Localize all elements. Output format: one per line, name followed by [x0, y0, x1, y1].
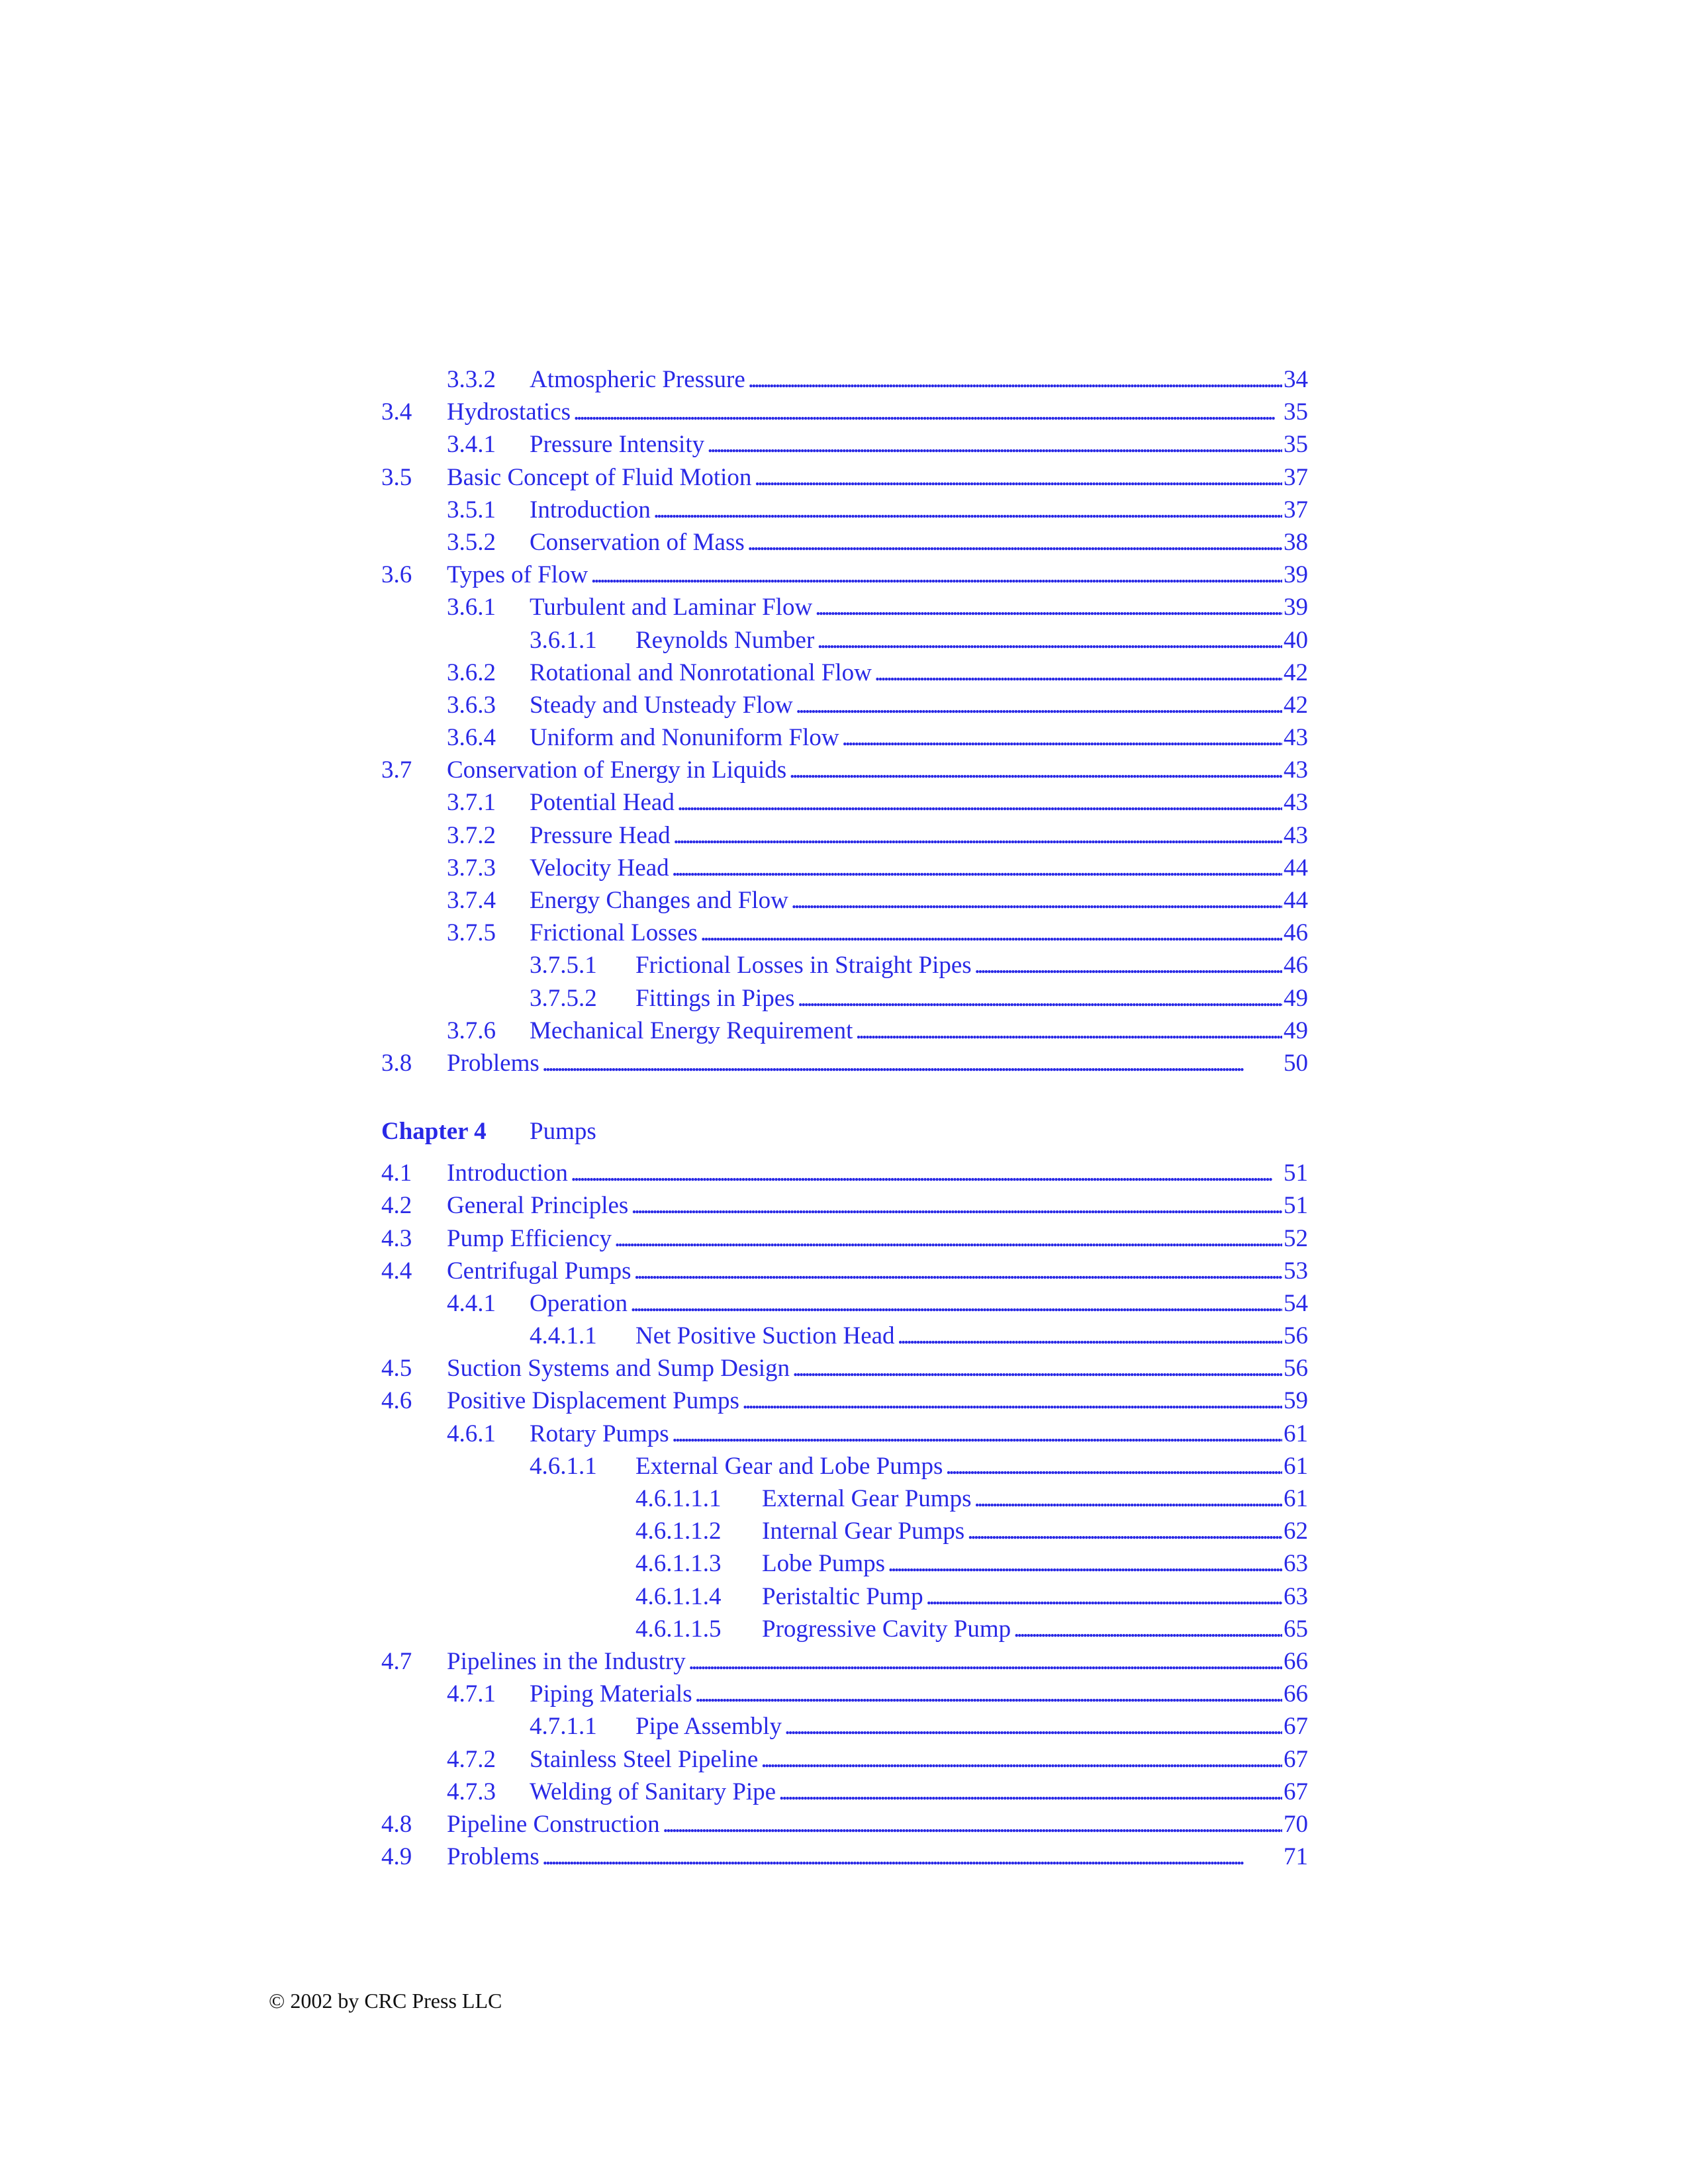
- toc-entry-page: 53: [1284, 1257, 1308, 1285]
- toc-entry[interactable]: [381, 917, 1308, 949]
- toc-entry-title: External Gear and Lobe Pumps: [635, 1452, 943, 1480]
- dot-leader: [967, 1515, 1282, 1547]
- dot-leader: [542, 1047, 1282, 1079]
- toc-entry-line: [530, 917, 1308, 949]
- toc-entry-title: Centrifugal Pumps: [447, 1257, 632, 1285]
- toc-entry[interactable]: [381, 363, 1308, 396]
- toc-entry-number: 3.7.4: [447, 887, 496, 914]
- toc-entry-title: Hydrostatics: [447, 398, 571, 426]
- chapter-heading[interactable]: [381, 1106, 1308, 1157]
- toc-entry-page: 67: [1284, 1778, 1308, 1805]
- toc-entry-line: [530, 786, 1308, 819]
- toc-entry[interactable]: [381, 1776, 1308, 1808]
- toc-entry-page: 63: [1284, 1550, 1308, 1578]
- toc-entry[interactable]: [381, 1385, 1308, 1417]
- toc-entry[interactable]: [381, 1743, 1308, 1776]
- toc-entry-title: Reynolds Number: [635, 626, 815, 654]
- toc-entry-line: [762, 1547, 1308, 1580]
- toc-entry-line: [762, 1580, 1308, 1613]
- toc-entry[interactable]: [381, 1222, 1308, 1255]
- toc-entry-line: [447, 754, 1308, 786]
- dot-leader: [742, 1385, 1282, 1417]
- toc-entry[interactable]: [381, 494, 1308, 526]
- toc-entry[interactable]: [381, 1287, 1308, 1320]
- toc-entry-line: [762, 1482, 1308, 1515]
- dot-leader: [630, 1287, 1282, 1320]
- toc-entry-number: 3.7.6: [447, 1017, 496, 1044]
- toc-entry[interactable]: [381, 819, 1308, 852]
- toc-entry-title: Rotational and Nonrotational Flow: [530, 659, 872, 686]
- toc-entry[interactable]: [381, 982, 1308, 1015]
- toc-entry-title: General Principles: [447, 1192, 629, 1220]
- toc-entry-title: Peristaltic Pump: [762, 1582, 923, 1610]
- toc-entry-page: 63: [1284, 1582, 1308, 1610]
- dot-leader: [789, 754, 1282, 786]
- dot-leader: [815, 591, 1282, 623]
- toc-entry-title: Rotary Pumps: [530, 1420, 669, 1447]
- toc-entry-line: [447, 1352, 1308, 1385]
- toc-entry-title: Problems: [447, 1843, 539, 1871]
- toc-entry-line: [530, 428, 1308, 461]
- toc-entry[interactable]: [381, 884, 1308, 917]
- chapter-label: Chapter 4: [381, 1118, 487, 1146]
- toc-entry-line: [447, 1808, 1308, 1841]
- toc-entry-line: [530, 1287, 1308, 1320]
- toc-entry-line: [530, 1418, 1308, 1450]
- toc-entry-line: [447, 1385, 1308, 1417]
- toc-entry-number: 4.4.1: [447, 1289, 496, 1317]
- toc-entry-number: 4.7: [381, 1647, 412, 1675]
- toc-entry-number: 3.7: [381, 756, 412, 784]
- toc-entry[interactable]: [381, 1157, 1308, 1189]
- dot-leader: [754, 461, 1282, 494]
- toc-entry-number: 3.6.1: [447, 594, 496, 621]
- dot-leader: [945, 1450, 1282, 1482]
- toc-entry[interactable]: [381, 1808, 1308, 1841]
- toc-entry-page: 51: [1284, 1160, 1308, 1187]
- dot-leader: [688, 1645, 1282, 1678]
- toc-entry-number: 3.4: [381, 398, 412, 426]
- toc-entry-number: 4.6.1: [447, 1420, 496, 1447]
- dot-leader: [874, 657, 1282, 689]
- toc-entry-line: [762, 1613, 1308, 1645]
- toc-entry[interactable]: [381, 559, 1308, 591]
- toc-entry-page: 43: [1284, 756, 1308, 784]
- dot-leader: [590, 559, 1282, 591]
- toc-entry-page: 42: [1284, 691, 1308, 719]
- toc-entry-page: 39: [1284, 561, 1308, 589]
- dot-leader: [653, 494, 1282, 526]
- toc-entry[interactable]: [381, 624, 1308, 657]
- toc-entry-line: [635, 624, 1308, 657]
- toc-entry-title: Potential Head: [530, 789, 675, 817]
- toc-entry-number: 3.4.1: [447, 431, 496, 459]
- toc-entry-page: 62: [1284, 1518, 1308, 1545]
- toc-entry[interactable]: [381, 1482, 1308, 1515]
- toc-entry-number: 4.6: [381, 1387, 412, 1415]
- toc-entry-line: [530, 852, 1308, 884]
- toc-entry[interactable]: [381, 721, 1308, 754]
- toc-entry-number: 3.7.5: [447, 919, 496, 947]
- toc-entry-number: 4.6.1.1.2: [635, 1518, 722, 1545]
- toc-entry-number: 4.6.1.1.1: [635, 1485, 722, 1512]
- toc-entry-number: 3.5: [381, 463, 412, 491]
- dot-leader: [573, 396, 1282, 428]
- chapter-title: Pumps: [530, 1118, 596, 1146]
- toc-entry-line: [530, 494, 1308, 526]
- toc-entry-number: 4.6.1.1.4: [635, 1582, 722, 1610]
- toc-entry-page: 56: [1284, 1322, 1308, 1350]
- toc-entry-title: Welding of Sanitary Pipe: [530, 1778, 776, 1805]
- toc-entry[interactable]: [381, 1515, 1308, 1547]
- dot-leader: [888, 1547, 1282, 1580]
- toc-entry-title: Net Positive Suction Head: [635, 1322, 895, 1350]
- toc-entry-title: External Gear Pumps: [762, 1485, 972, 1512]
- toc-entry-page: 66: [1284, 1680, 1308, 1708]
- toc-entry-number: 4.3: [381, 1224, 412, 1252]
- toc-entry-title: Steady and Unsteady Flow: [530, 691, 793, 719]
- dot-leader: [784, 1710, 1282, 1743]
- toc-entry-title: Basic Concept of Fluid Motion: [447, 463, 752, 491]
- toc-entry-number: 3.8: [381, 1049, 412, 1077]
- toc-entry-page: 43: [1284, 789, 1308, 817]
- toc-entry-title: Suction Systems and Sump Design: [447, 1355, 790, 1383]
- toc-entry-number: 4.5: [381, 1355, 412, 1383]
- toc-entry-line: [635, 1450, 1308, 1482]
- toc-entry[interactable]: [381, 461, 1308, 494]
- toc-entry-line: [530, 1776, 1308, 1808]
- toc-entry-number: 3.5.2: [447, 528, 496, 556]
- toc-entry-title: Pressure Head: [530, 821, 671, 849]
- toc-entry-title: Pump Efficiency: [447, 1224, 612, 1252]
- toc-entry-number: 3.7.3: [447, 854, 496, 882]
- dot-leader: [926, 1580, 1282, 1613]
- toc-entry[interactable]: [381, 657, 1308, 689]
- toc-entry-line: [447, 1841, 1308, 1873]
- toc-entry[interactable]: [381, 1418, 1308, 1450]
- toc-entry-page: 49: [1284, 1017, 1308, 1044]
- toc-entry[interactable]: [381, 1613, 1308, 1645]
- toc-entry-title: Stainless Steel Pipeline: [530, 1745, 759, 1773]
- toc-entry-title: Pressure Intensity: [530, 431, 705, 459]
- toc-entry[interactable]: [381, 1015, 1308, 1047]
- toc-entry-number: 3.5.1: [447, 496, 496, 523]
- toc-entry[interactable]: [381, 1710, 1308, 1743]
- toc-entry-page: 39: [1284, 594, 1308, 621]
- copyright-footer: © 2002 by CRC Press LLC: [269, 1989, 502, 2013]
- toc-entry[interactable]: [381, 1841, 1308, 1873]
- toc-entry-title: Operation: [530, 1289, 628, 1317]
- toc-entry-title: Introduction: [530, 496, 651, 523]
- toc-entry-line: [530, 721, 1308, 754]
- dot-leader: [842, 721, 1282, 754]
- toc-entry-page: 71: [1284, 1843, 1308, 1871]
- toc-entry[interactable]: [381, 591, 1308, 623]
- toc-entry-line: [530, 689, 1308, 721]
- toc-entry[interactable]: [381, 396, 1308, 428]
- toc-entry-line: [635, 1320, 1308, 1352]
- toc-entry-title: Atmospheric Pressure: [530, 366, 745, 393]
- toc-entry-page: 43: [1284, 724, 1308, 752]
- toc-entry-page: 61: [1284, 1485, 1308, 1512]
- toc-entry-line: [447, 1645, 1308, 1678]
- toc-entry-line: [530, 819, 1308, 852]
- toc-entry-page: 37: [1284, 463, 1308, 491]
- toc-section-chapter-4: [381, 1157, 1308, 1873]
- toc-entry-page: 66: [1284, 1647, 1308, 1675]
- toc-entry-page: 67: [1284, 1745, 1308, 1773]
- toc-entry-title: Piping Materials: [530, 1680, 692, 1708]
- toc-entry-number: 3.6.1.1: [530, 626, 597, 654]
- dot-leader: [672, 1418, 1282, 1450]
- toc-entry-page: 59: [1284, 1387, 1308, 1415]
- toc-entry[interactable]: [381, 949, 1308, 981]
- toc-entry-page: 40: [1284, 626, 1308, 654]
- toc-entry-number: 3.7.2: [447, 821, 496, 849]
- dot-leader: [614, 1222, 1282, 1255]
- toc-entry-line: [530, 1743, 1308, 1776]
- dot-leader: [695, 1678, 1282, 1710]
- toc-entry-line: [530, 591, 1308, 623]
- toc-entry-line: [447, 1047, 1308, 1079]
- toc-entry-number: 4.2: [381, 1192, 412, 1220]
- toc-entry-line: [530, 657, 1308, 689]
- toc-entry-page: 50: [1284, 1049, 1308, 1077]
- toc-entry[interactable]: [381, 1547, 1308, 1580]
- toc-entry-title: Positive Displacement Pumps: [447, 1387, 739, 1415]
- toc-entry-number: 3.6.4: [447, 724, 496, 752]
- toc-entry-number: 3.7.5.1: [530, 952, 597, 979]
- dot-leader: [796, 689, 1282, 721]
- toc-entry-number: 4.1: [381, 1160, 412, 1187]
- toc-entry[interactable]: [381, 1047, 1308, 1079]
- dot-leader: [974, 949, 1282, 981]
- dot-leader: [778, 1776, 1282, 1808]
- toc-entry-number: 3.6.3: [447, 691, 496, 719]
- toc-entry-page: 35: [1284, 431, 1308, 459]
- toc-entry-line: [635, 982, 1308, 1015]
- toc-entry[interactable]: [381, 852, 1308, 884]
- toc-entry-number: 4.4: [381, 1257, 412, 1285]
- toc-entry[interactable]: [381, 1352, 1308, 1385]
- dot-leader: [974, 1482, 1282, 1515]
- toc-entry-title: Progressive Cavity Pump: [762, 1615, 1011, 1643]
- toc-entry[interactable]: [381, 1645, 1308, 1678]
- toc-entry-number: 3.7.5.2: [530, 984, 597, 1012]
- toc-entry[interactable]: [381, 1580, 1308, 1613]
- dot-leader: [634, 1255, 1282, 1287]
- dot-leader: [747, 526, 1282, 559]
- dot-leader: [761, 1743, 1282, 1776]
- toc-entry-number: 4.7.2: [447, 1745, 496, 1773]
- toc-entry-page: 52: [1284, 1224, 1308, 1252]
- toc-entry-page: 54: [1284, 1289, 1308, 1317]
- toc-entry-title: Energy Changes and Flow: [530, 887, 788, 914]
- toc-entry[interactable]: [381, 1189, 1308, 1222]
- dot-leader: [855, 1015, 1282, 1047]
- toc-entry-title: Introduction: [447, 1160, 568, 1187]
- toc-entry-page: 38: [1284, 528, 1308, 556]
- toc-entry-title: Internal Gear Pumps: [762, 1518, 965, 1545]
- toc-entry[interactable]: [381, 526, 1308, 559]
- dot-leader: [817, 624, 1282, 657]
- toc-entry-title: Conservation of Mass: [530, 528, 745, 556]
- toc-entry-title: Mechanical Energy Requirement: [530, 1017, 853, 1044]
- toc-entry-title: Pipelines in the Industry: [447, 1647, 686, 1675]
- dot-leader: [571, 1157, 1282, 1189]
- toc-entry[interactable]: [381, 786, 1308, 819]
- toc-entry-page: 37: [1284, 496, 1308, 523]
- dot-leader: [791, 884, 1282, 917]
- toc-entry-number: 3.7.1: [447, 789, 496, 817]
- dot-leader: [748, 363, 1282, 396]
- toc-section-chapter-3: [381, 363, 1308, 1079]
- dot-leader: [1013, 1613, 1282, 1645]
- toc-entry-page: 51: [1284, 1192, 1308, 1220]
- dot-leader: [898, 1320, 1282, 1352]
- dot-leader: [700, 917, 1282, 949]
- toc-entry-number: 4.4.1.1: [530, 1322, 597, 1350]
- toc-entry-line: [447, 559, 1308, 591]
- toc-entry-number: 4.6.1.1: [530, 1452, 597, 1480]
- dot-leader: [798, 982, 1282, 1015]
- toc-entry-line: [530, 526, 1308, 559]
- toc-entry-page: 34: [1284, 366, 1308, 393]
- toc-entry[interactable]: [381, 1255, 1308, 1287]
- toc-entry-page: 70: [1284, 1810, 1308, 1838]
- toc-entry-line: [530, 1015, 1308, 1047]
- toc-entry-number: 4.6.1.1.3: [635, 1550, 722, 1578]
- toc-entry-title: Fittings in Pipes: [635, 984, 795, 1012]
- toc-entry[interactable]: [381, 689, 1308, 721]
- table-of-contents: [381, 363, 1308, 1873]
- toc-entry-line: [447, 1189, 1308, 1222]
- toc-entry-title: Problems: [447, 1049, 539, 1077]
- toc-entry[interactable]: [381, 428, 1308, 461]
- toc-entry-line: [530, 1678, 1308, 1710]
- toc-entry-title: Uniform and Nonuniform Flow: [530, 724, 839, 752]
- toc-entry-number: 3.3.2: [447, 366, 496, 393]
- dot-leader: [677, 786, 1282, 819]
- dot-leader: [542, 1841, 1282, 1873]
- toc-entry-page: 65: [1284, 1615, 1308, 1643]
- toc-entry-page: 44: [1284, 854, 1308, 882]
- toc-entry-page: 49: [1284, 984, 1308, 1012]
- toc-entry-title: Turbulent and Laminar Flow: [530, 594, 813, 621]
- toc-entry-title: Pipe Assembly: [635, 1713, 782, 1741]
- toc-entry-title: Lobe Pumps: [762, 1550, 886, 1578]
- toc-entry-line: [530, 363, 1308, 396]
- toc-entry-number: 4.7.3: [447, 1778, 496, 1805]
- toc-entry-title: Frictional Losses: [530, 919, 698, 947]
- toc-entry-number: 4.8: [381, 1810, 412, 1838]
- toc-entry-line: [762, 1515, 1308, 1547]
- toc-entry-line: [447, 1255, 1308, 1287]
- toc-entry-number: 3.6: [381, 561, 412, 589]
- toc-entry-page: 43: [1284, 821, 1308, 849]
- toc-entry-page: 56: [1284, 1355, 1308, 1383]
- toc-entry-title: Velocity Head: [530, 854, 669, 882]
- toc-entry-title: Pipeline Construction: [447, 1810, 660, 1838]
- toc-entry-page: 35: [1284, 398, 1308, 426]
- toc-entry-number: 4.7.1: [447, 1680, 496, 1708]
- toc-entry-title: Types of Flow: [447, 561, 588, 589]
- dot-leader: [792, 1352, 1282, 1385]
- dot-leader: [631, 1189, 1282, 1222]
- toc-entry[interactable]: [381, 1320, 1308, 1352]
- toc-entry-line: [530, 884, 1308, 917]
- dot-leader: [673, 819, 1282, 852]
- toc-entry[interactable]: [381, 1450, 1308, 1482]
- toc-entry-line: [447, 396, 1308, 428]
- toc-entry[interactable]: [381, 1678, 1308, 1710]
- toc-entry-page: 42: [1284, 659, 1308, 686]
- toc-entry-title: Conservation of Energy in Liquids: [447, 756, 787, 784]
- toc-entry-number: 4.7.1.1: [530, 1713, 597, 1741]
- toc-entry-line: [447, 1222, 1308, 1255]
- toc-entry-page: 61: [1284, 1452, 1308, 1480]
- toc-entry-title: Frictional Losses in Straight Pipes: [635, 952, 972, 979]
- dot-leader: [672, 852, 1282, 884]
- toc-entry-line: [635, 1710, 1308, 1743]
- toc-entry-number: 4.6.1.1.5: [635, 1615, 722, 1643]
- toc-entry-page: 46: [1284, 952, 1308, 979]
- toc-entry-number: 3.6.2: [447, 659, 496, 686]
- toc-entry-page: 61: [1284, 1420, 1308, 1447]
- toc-entry[interactable]: [381, 754, 1308, 786]
- toc-entry-line: [447, 461, 1308, 494]
- toc-entry-line: [635, 949, 1308, 981]
- toc-entry-line: [447, 1157, 1308, 1189]
- dot-leader: [663, 1808, 1282, 1841]
- toc-entry-number: 4.9: [381, 1843, 412, 1871]
- dot-leader: [707, 428, 1282, 461]
- toc-entry-page: 46: [1284, 919, 1308, 947]
- toc-entry-page: 67: [1284, 1713, 1308, 1741]
- toc-entry-page: 44: [1284, 887, 1308, 914]
